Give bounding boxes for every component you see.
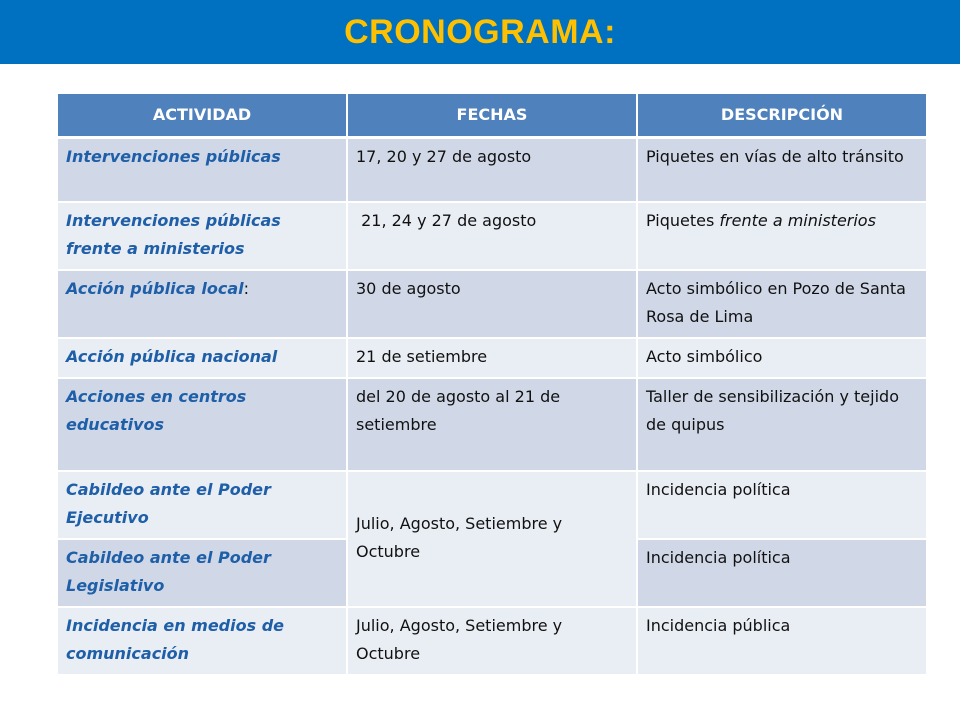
activity-cell: Acciones en centros educativos bbox=[58, 378, 347, 471]
dates-cell: 21 de setiembre bbox=[347, 338, 637, 378]
page-title: CRONOGRAMA: bbox=[344, 13, 616, 51]
table-row bbox=[58, 471, 926, 539]
dates-cell: 21, 24 y 27 de agosto bbox=[347, 202, 637, 270]
table-row bbox=[58, 202, 926, 270]
table-row bbox=[58, 138, 926, 202]
dates-cell: Julio, Agosto, Setiembre y Octubre bbox=[347, 471, 637, 607]
description-italic-text: frente a ministerios bbox=[719, 210, 876, 230]
column-header-actividad: ACTIVIDAD bbox=[58, 94, 347, 138]
dates-cell: Julio, Agosto, Setiembre y Octubre bbox=[347, 607, 637, 675]
activity-suffix: : bbox=[243, 278, 250, 298]
activity-cell: Intervenciones públicas frente a ministerios bbox=[58, 202, 347, 270]
activity-cell: Cabildeo ante el Poder Legislativo bbox=[58, 539, 347, 607]
activity-cell: Incidencia en medios de comunicación bbox=[58, 607, 347, 675]
activity-cell: Intervenciones públicas bbox=[58, 138, 347, 202]
activity-cell bbox=[58, 270, 347, 338]
column-header-descripcion: DESCRIPCIÓN bbox=[637, 94, 926, 138]
description-text: Piquetes bbox=[646, 210, 720, 230]
dates-cell: 17, 20 y 27 de agosto bbox=[347, 138, 637, 202]
table-row bbox=[58, 338, 926, 378]
dates-cell: del 20 de agosto al 21 de setiembre bbox=[347, 378, 637, 471]
description-cell: Incidencia política bbox=[637, 471, 926, 539]
activity-text: Acción pública local bbox=[66, 278, 244, 298]
table-header-row bbox=[58, 94, 926, 138]
column-header-fechas: FECHAS bbox=[347, 94, 637, 138]
description-cell: Incidencia política bbox=[637, 539, 926, 607]
dates-cell: 30 de agosto bbox=[347, 270, 637, 338]
activity-cell: Cabildeo ante el Poder Ejecutivo bbox=[58, 471, 347, 539]
description-cell: Acto simbólico en Pozo de Santa Rosa de Lima bbox=[637, 270, 926, 338]
description-cell: Incidencia pública bbox=[637, 607, 926, 675]
description-cell: Acto simbólico bbox=[637, 338, 926, 378]
table-row bbox=[58, 378, 926, 471]
table-row bbox=[58, 607, 926, 675]
table-row bbox=[58, 270, 926, 338]
description-cell: Piquetes en vías de alto tránsito bbox=[637, 138, 926, 202]
activity-cell: Acción pública nacional bbox=[58, 338, 347, 378]
description-cell bbox=[637, 202, 926, 270]
description-cell: Taller de sensibilización y tejido de quipus bbox=[637, 378, 926, 471]
schedule-table bbox=[58, 94, 926, 676]
